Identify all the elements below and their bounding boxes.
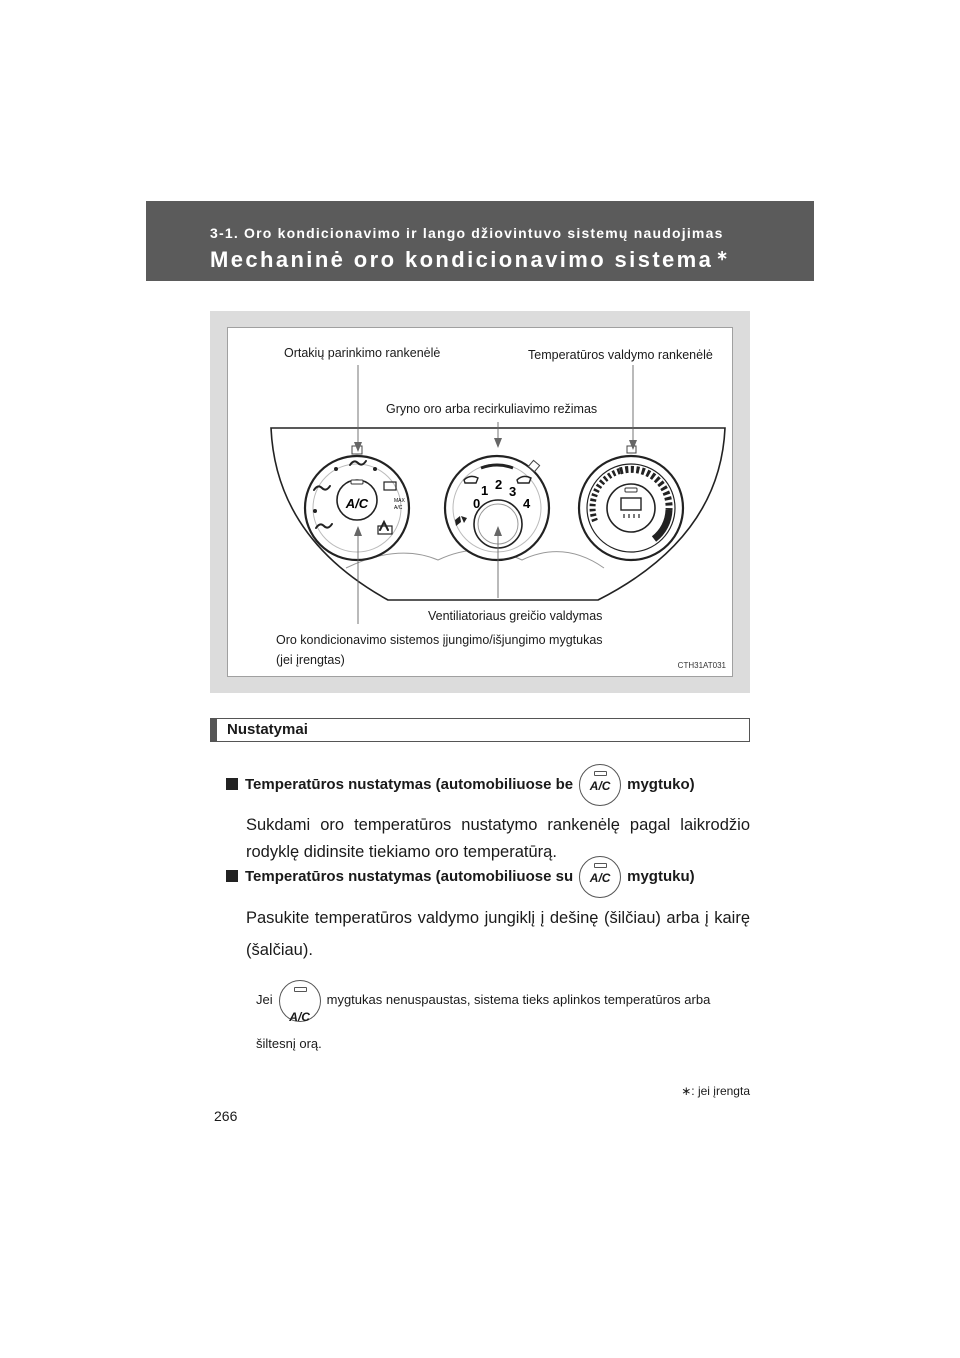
callout-temperature-knob: Temperatūros valdymo rankenėlė xyxy=(528,348,713,362)
bullet-square-icon xyxy=(226,870,238,882)
bullet-square-icon xyxy=(226,778,238,790)
fan-knob xyxy=(445,456,549,560)
header-band xyxy=(146,201,814,281)
settings-section-bar xyxy=(210,718,750,742)
ac-button-label: A/C xyxy=(345,496,369,511)
ac-led xyxy=(594,771,607,776)
item1-text: Sukdami oro temperatūros nustatymo rankenėlę pagal laikrodžio rodyklę didinsite tiekiamo oro temperatūrą. xyxy=(246,816,750,861)
ac-led xyxy=(294,987,307,992)
note-a: Jei xyxy=(256,992,273,1007)
ac-button-icon xyxy=(579,856,621,898)
page-number: 266 xyxy=(214,1108,238,1124)
section-title xyxy=(210,247,730,273)
note xyxy=(256,978,750,1066)
section-title-text: Mechaninė oro kondicionavimo sistema xyxy=(210,247,714,272)
ac-led xyxy=(594,863,607,868)
fan-speed-4: 4 xyxy=(523,496,531,511)
item1-heading xyxy=(226,764,695,806)
ac-button-text: A/C xyxy=(289,1009,310,1024)
note-b: mygtukas nenuspaustas, sistema tieks aplinkos temperatūros arba šiltesnį orą. xyxy=(256,992,711,1051)
figure-box xyxy=(210,311,750,693)
fan-speed-0: 0 xyxy=(473,496,481,511)
item2-heading-a: Temperatūros nustatymas (automobiliuose su xyxy=(245,867,574,885)
item1-heading-a: Temperatūros nustatymas (automobiliuose be xyxy=(245,775,574,793)
item1-heading-b: mygtuko) xyxy=(627,775,695,793)
fan-speed-3: 3 xyxy=(509,484,517,499)
item2-heading xyxy=(226,856,695,898)
chapter-title: 3-1. Oro kondicionavimo ir lango džiovintuvo sistemų naudojimas xyxy=(210,225,724,241)
settings-label: Nustatymai xyxy=(227,721,308,738)
section-marker xyxy=(211,719,217,741)
ac-button-icon xyxy=(579,764,621,806)
fan-speed-1: 1 xyxy=(481,483,489,498)
callout-recirculation: Gryno oro arba recirkuliavimo režimas xyxy=(386,402,598,416)
ac-button-icon xyxy=(279,980,321,1022)
item2-heading-b: mygtuku) xyxy=(627,867,695,885)
callout-ac-button-note: (jei įrengtas) xyxy=(276,653,345,667)
control-panel-illustration xyxy=(228,328,732,676)
callout-ac-button: Oro kondicionavimo sistemos įjungimo/išjungimo mygtukas xyxy=(276,633,603,647)
callout-fan-speed: Ventiliatoriaus greičio valdymas xyxy=(428,609,603,623)
footnote: ∗: jei įrengta xyxy=(681,1084,750,1098)
figure-code: CTH31AT031 xyxy=(677,661,726,670)
fan-speed-2: 2 xyxy=(495,477,503,492)
ac-button-text: A/C xyxy=(589,779,611,793)
max-label-top: MAX xyxy=(394,498,405,504)
item2-text: Pasukite temperatūros valdymo jungiklį į dešinę (šilčiau) arba į kairę (šalčiau). xyxy=(246,909,750,959)
ac-button-text: A/C xyxy=(589,871,611,885)
callout-outlet-knob: Ortakių parinkimo rankenėlė xyxy=(284,346,441,360)
control-panel-figure xyxy=(227,327,733,677)
max-label-bottom: A/C xyxy=(394,505,403,511)
asterisk-mark: ∗ xyxy=(716,247,731,263)
